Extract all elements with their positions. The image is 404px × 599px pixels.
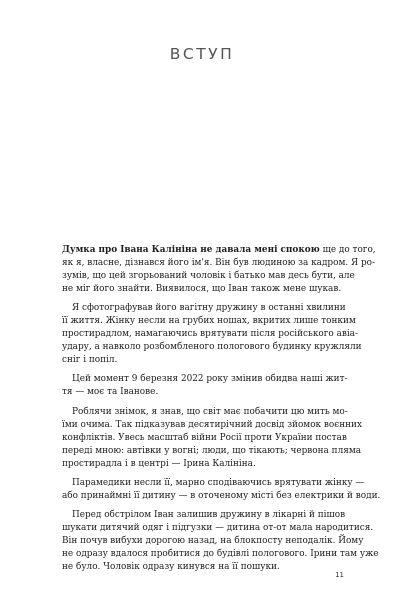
text-line: переді мною: автівки у вогні; люди, що тікають; червона пляма [62,445,362,456]
line-text: ще до того, [319,245,376,255]
text-line: не одразу вдалося пробитися до будівлі пологового. Ірини там уже [62,548,379,559]
paragraph [62,244,376,296]
text-line: Я сфотографував його вагітну дружину в останні хвилини [72,303,346,314]
paragraph [62,373,348,399]
text-line: удару, а навколо розбомбленого пологового будинку кружляли [62,342,362,353]
paragraph [62,406,362,471]
text-line: або принаймні її дитину — в оточеному місті без електрики й води. [62,490,381,501]
text-line [62,244,376,257]
text-line: її життя. Жінку несли на грубих ношах, вкритих лише тонким [62,316,356,327]
paragraph [62,477,381,503]
text-line: Роблячи знімок, я знав, що світ має побачити цю мить мо- [72,406,348,417]
text-line: зумів, що цей згорьований чоловік і батько мав десь бути, але [62,271,355,282]
text-line: сніг і попіл. [62,355,118,366]
text-line: не міг його знайти. Виявилося, що Іван також мене шукав. [62,284,342,295]
text-line: Парамедики несли її, марно сподіваючись врятувати жінку — [72,477,365,488]
body-text [62,244,381,574]
text-line: простирадла і в центрі — Ірина Калініна. [62,458,256,469]
text-line: конфліктів. Увесь масштаб війни Росії проти України постав [62,432,347,443]
text-line: Перед обстрілом Іван залишив дружину в лікарні й пішов [72,509,346,520]
paragraph [62,509,379,574]
text-line: Цей момент 9 березня 2022 року змінив обидва наші жит- [72,374,348,385]
paragraph [62,302,362,367]
bold-lead-phrase: Думка про Івана Калініна не давала мені спокою [62,245,320,255]
text-line: як я, власне, дізнався його ім'я. Він був людиною за кадром. Я ро- [62,258,376,269]
text-line: простирадлом, намагаючись врятувати після російського авіа- [62,329,358,340]
text-line: шукати дитячий одяг і підгузки — дитина от-от мала народитися. [62,522,374,533]
chapter-title: ВСТУП [169,45,235,63]
text-line: Він почув вибухи дорогою назад, на блокпосту неподалік. Йому [62,535,364,546]
text-line: не було. Чоловік одразу кинувся на її пошуки. [62,562,280,573]
page-number: 11 [335,571,344,579]
text-line: їми очима. Так підказував десятирічний досвід зйомок воєнних [62,419,362,430]
text-line: тя — моє та Іванове. [62,387,159,398]
